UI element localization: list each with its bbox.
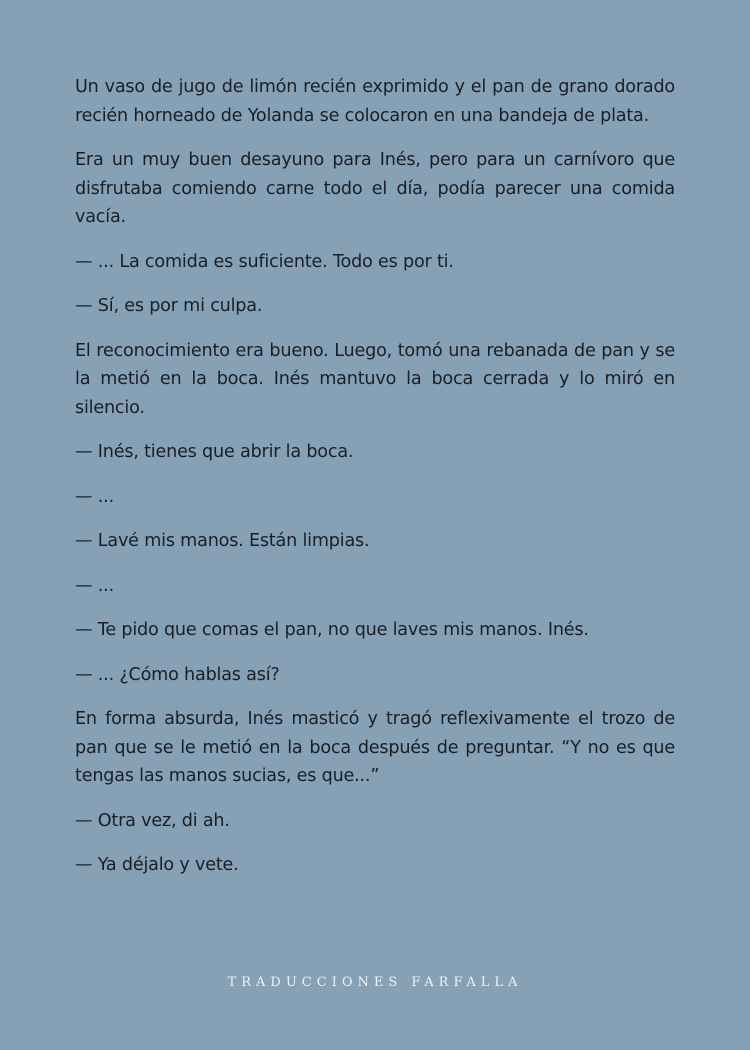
- dialogue-line: — ...: [75, 486, 114, 507]
- paragraph: El reconocimiento era bueno. Luego, tomó una rebanada de pan y se la metió en la boca. Inés mantuvo la boca cerrada y lo miró en silencio.: [75, 340, 675, 418]
- paragraph: Un vaso de jugo de limón recién exprimido y el pan de grano dorado recién horneado de Yolanda se colocaron en una bandeja de plata.: [75, 77, 675, 126]
- dialogue-line: — Otra vez, di ah.: [75, 810, 230, 831]
- dialogue-line: — ... La comida es suficiente. Todo es por ti.: [75, 251, 454, 272]
- dialogue-line: — Lavé mis manos. Están limpias.: [75, 531, 370, 551]
- dialogue-line: — Te pido que comas el pan, no que laves mis manos. Inés.: [75, 620, 589, 640]
- dialogue-line: — Inés, tienes que abrir la boca.: [75, 442, 354, 462]
- dialogue-line: — Sí, es por mi culpa.: [75, 296, 263, 316]
- paragraph: En forma absurda, Inés masticó y tragó reflexivamente el trozo de pan que se le metió en la boca después de preguntar. “Y no es que tengas las manos sucias, es que...”: [75, 709, 675, 786]
- translator-credit: TRADUCCIONES FARFALLA: [227, 975, 523, 990]
- paragraph: Era un muy buen desayuno para Inés, pero para un carnívoro que disfrutaba comiendo carne todo el día, podía parecer una comida vacía.: [75, 150, 675, 227]
- dialogue-line: — ...: [75, 575, 114, 596]
- dialogue-line: — Ya déjalo y vete.: [75, 855, 239, 875]
- page-body: [75, 73, 675, 896]
- dialogue-line: — ... ¿Cómo hablas así?: [75, 664, 280, 685]
